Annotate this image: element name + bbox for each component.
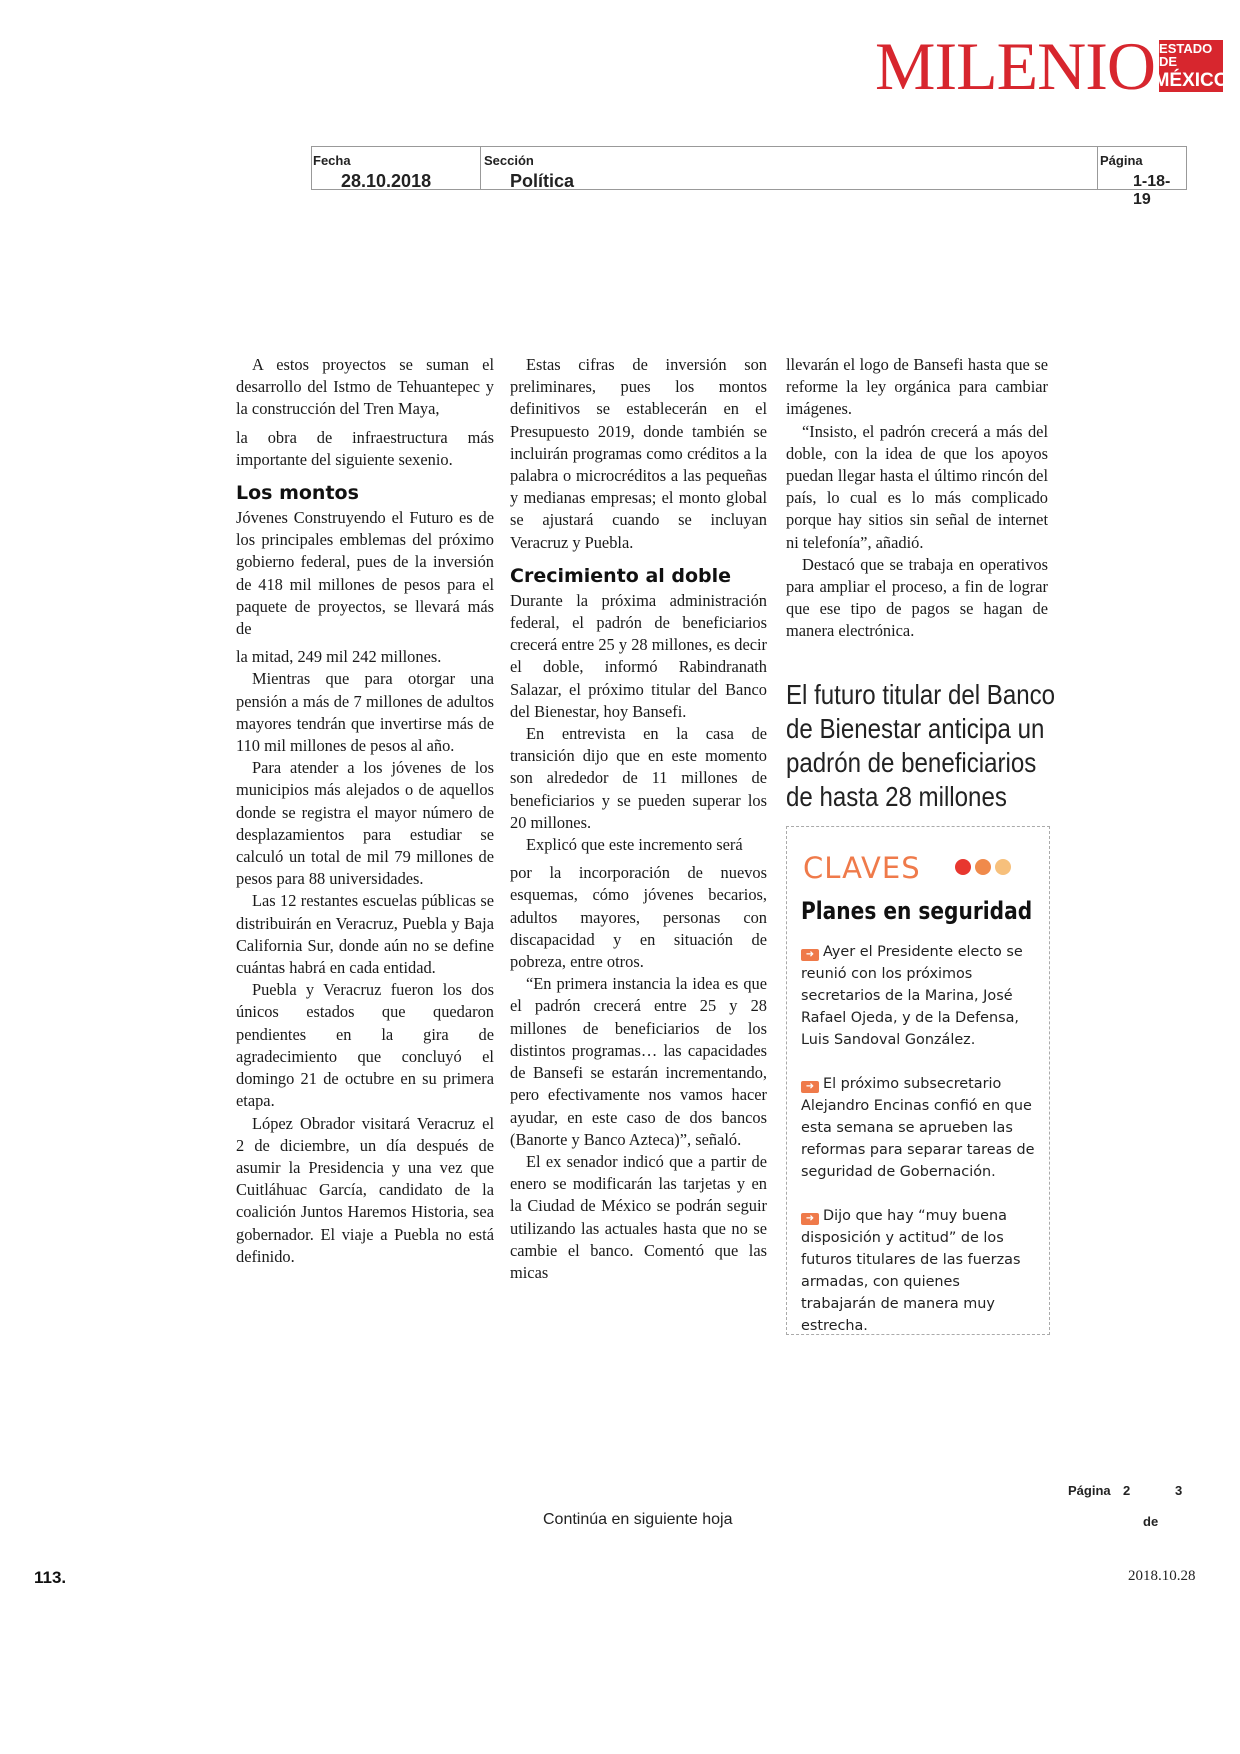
seccion-label: Sección: [484, 153, 534, 168]
paragraph: El ex senador indicó que a partir de enero se modificarán las tarjetas y en la Ciudad de México se podrán seguir utilizando las actuales hasta que no se cambie el banco. Comentó que las micas: [510, 1151, 767, 1282]
claves-box: [786, 826, 1050, 1335]
paragraph: Para atender a los jóvenes de los municipios más alejados o de aquellos donde se registra el mayor número de desplazamientos para estudiar se calculó un total de mil 79 millones de pesos para 88 universidades.: [236, 758, 494, 889]
meta-bar: [311, 146, 1187, 208]
claves-item-text: Dijo que hay “muy buena disposición y actitud” de los futuros titulares de las fuerzas armadas, con quienes trabajarán de manera muy estrecha.: [801, 1208, 1021, 1334]
article-column-1: [236, 354, 494, 1268]
footer-page-total: 3: [1175, 1483, 1183, 1498]
seccion-value: Política: [510, 171, 575, 191]
paragraph: Puebla y Veracruz fueron los dos únicos estados que quedaron pendientes en la gira de agradecimiento que concluyó el domingo 21 de octubre en su primera etapa.: [236, 980, 494, 1111]
article-column-2: [510, 354, 767, 1284]
logo-wordmark: MILENIO: [875, 28, 1156, 104]
paragraph: por la incorporación de nuevos esquemas, cómo jóvenes becarios, adultos mayores, personas con discapacidad y en situación de pobreza, entre otros.: [510, 863, 767, 972]
paragraph: llevarán el logo de Bansefi hasta que se reforme la ley orgánica para cambiar imágenes.: [786, 355, 1048, 419]
arrow-right-icon: ➜: [801, 1081, 819, 1093]
fecha-value: 28.10.2018: [341, 171, 432, 191]
paragraph: Mientras que para otorgar una pensión a más de 7 millones de adultos mayores tendrán que invertirse más de 110 mil millones de pesos al año.: [236, 669, 494, 756]
subheading-los-montos: Los montos: [236, 482, 359, 505]
paragraph: López Obrador visitará Veracruz el 2 de diciembre, un día después de asumir la Presidencia y una vez que Cuitláhuac García, candidato de la coalición Juntos Haremos Historia, sea gobernador. El viaje a Puebla no está definido.: [236, 1113, 494, 1266]
headline-line: de hasta 28 millones: [786, 781, 1007, 812]
paragraph: Estas cifras de inversión son preliminares, pues los montos definitivos se establecerán en el Presupuesto 2019, donde también se incluirán programas como créditos a la palabra o microcréditos a las pequeñas y medianas empresas; el monto global se ajustará cuando se incluyan Veracruz y Puebla.: [510, 355, 767, 552]
arrow-right-icon: ➜: [801, 1213, 819, 1225]
paragraph: Explicó que este incremento será: [526, 835, 743, 855]
subheading-crecimiento-al-doble: Crecimiento al doble: [510, 564, 732, 587]
paragraph: la mitad, 249 mil 242 millones.: [236, 647, 442, 667]
claves-item-text: Ayer el Presidente electo se reunió con los próximos secretarios de la Marina, José Rafael Ojeda, y de la Defensa, Luis Sandoval González.: [801, 944, 1023, 1048]
paragraph: “En primera instancia la idea es que el padrón crecerá entre 25 y 28 millones de beneficiarios de los distintos programas… las capacidades de Bansefi se estarán incrementando, pero efectivamente nos vamos hacer ayudar, en este caso de dos bancos (Banorte y Banco Azteca)”, señaló.: [510, 974, 767, 1149]
headline-line: de Bienestar anticipa un: [786, 713, 1045, 744]
footer-page-current: 2: [1123, 1483, 1131, 1498]
claves-title: CLAVES: [803, 851, 921, 885]
fecha-label: Fecha: [313, 153, 351, 168]
paragraph: “Insisto, el padrón crecerá a más del doble, con la idea de que los apoyos puedan llegar hasta el último rincón del país, lo cual es lo más complicado porque hay sitios sin señal de internet ni telefonía”, añadió.: [786, 421, 1048, 552]
logo-badge: [1153, 40, 1229, 92]
paragraph: Durante la próxima administración federal, el padrón de beneficiarios crecerá entre 25 y 28 millones, es decir el doble, informó Rabindranath Salazar, el próximo titular del Banco del Bienestar, hoy Bansefi.: [510, 590, 767, 721]
footer-de-label: de: [1143, 1514, 1159, 1529]
milenio-logo: [875, 28, 1229, 104]
claves-item: [801, 1073, 1039, 1183]
paragraph: la obra de infraestructura más importante del siguiente sexenio.: [236, 427, 494, 469]
paragraph: Jóvenes Construyendo el Futuro es de los principales emblemas del próximo gobierno federal, pues de la inversión de 418 mil millones de pesos para el paquete de proyectos, se llevará más de: [236, 508, 494, 639]
pull-headline: [786, 678, 1056, 814]
meta-divider: [480, 147, 481, 189]
logo-badge-line2: MÉXICO: [1153, 70, 1229, 91]
pagina-label: Página: [1100, 153, 1143, 168]
claves-item-text: El próximo subsecretario Alejandro Encinas confió en que esta semana se aprueben las reformas para separar tareas de seguridad de Gobernación.: [801, 1076, 1035, 1180]
footer-date: 2018.10.28: [1128, 1568, 1196, 1584]
paragraph: Destacó que se trabaja en operativos para ampliar el proceso, a fin de lograr que ese tipo de pagos se hagan de manera electrónica.: [786, 554, 1048, 641]
dot-yellow: [995, 859, 1011, 875]
arrow-right-icon: ➜: [801, 949, 819, 961]
headline-line: padrón de beneficiarios: [786, 747, 1037, 778]
item-number: 113.: [34, 1568, 67, 1587]
dot-red: [955, 859, 971, 875]
headline-line: El futuro titular del Banco: [786, 679, 1056, 710]
continua-note: Continúa en siguiente hoja: [543, 1511, 733, 1528]
claves-item: [801, 941, 1039, 1051]
paragraph: A estos proyectos se suman el desarrollo del Istmo de Tehuantepec y la construcción del Tren Maya,: [236, 355, 494, 419]
claves-subtitle: Planes en seguridad: [801, 897, 1033, 925]
paragraph: En entrevista en la casa de transición dijo que en este momento son alrededor de 11 millones de beneficiarios y se pueden superar los 20 millones.: [510, 724, 767, 832]
logo-badge-line1: ESTADO DE: [1159, 41, 1213, 69]
claves-item: [801, 1205, 1039, 1337]
dot-orange: [975, 859, 991, 875]
claves-dots-icon: [955, 859, 1011, 875]
paragraph: Las 12 restantes escuelas públicas se distribuirán en Veracruz, Puebla y Baja California Sur, donde aún no se define cuántas habrá en cada entidad.: [236, 891, 494, 978]
meta-divider: [1097, 147, 1098, 189]
article-column-3: [786, 354, 1048, 643]
footer-pagina-label: Página: [1068, 1483, 1111, 1498]
pagina-value: 1-18-19: [1133, 173, 1171, 208]
